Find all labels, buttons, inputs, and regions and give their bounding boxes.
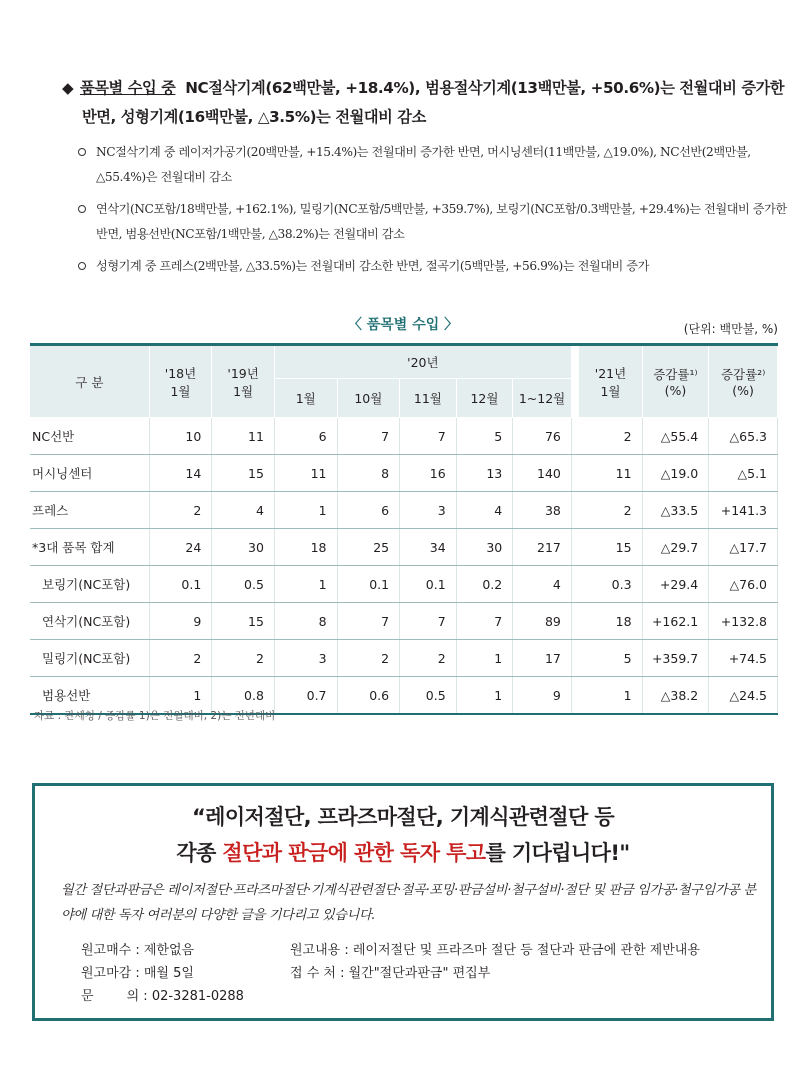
header-m10: 10월 — [337, 379, 400, 418]
headline-lead: 품목별 수입 중 — [80, 79, 176, 97]
table-cell: 3 — [400, 492, 457, 529]
table-cell: 16 — [400, 455, 457, 492]
table-cell: +29.4 — [642, 566, 709, 603]
row-label: *3대 품목 합계 — [30, 529, 149, 566]
table-cell: +74.5 — [709, 640, 778, 677]
table-cell: 76 — [513, 418, 572, 455]
table-cell: 15 — [212, 455, 275, 492]
table-cell: 0.5 — [212, 566, 275, 603]
bullet-list — [78, 140, 788, 286]
header-y20: '20년 — [274, 345, 571, 379]
table-cell: 3 — [274, 640, 337, 677]
table-cell: 7 — [400, 603, 457, 640]
table-cell: 1 — [456, 677, 513, 715]
table-cell: 7 — [337, 603, 400, 640]
table-cell: △33.5 — [642, 492, 709, 529]
table-cell: 11 — [212, 418, 275, 455]
headline-line1 — [62, 74, 786, 103]
table-cell: 7 — [400, 418, 457, 455]
table-cell: 0.8 — [212, 677, 275, 715]
table-row — [30, 529, 778, 566]
table-cell: 13 — [456, 455, 513, 492]
table-cell: 1 — [149, 677, 212, 715]
headline-line2: 반면, 성형기계(16백만불, △3.5%)는 전월대비 감소 — [82, 108, 426, 126]
gap-cell — [571, 603, 579, 640]
header-m11: 11월 — [400, 379, 457, 418]
bullet-item: 연삭기(NC포함/18백만불, +162.1%), 밀링기(NC포함/5백만불, +359.7%), 보링기(NC포함/0.3백만불, +29.4%)는 전월대비 증가한 반면, 범용선반(NC포함/1백만불, △38.2%)는 전월대비 감소 — [78, 197, 788, 247]
header-m1-12: 1~12월 — [513, 379, 572, 418]
import-table — [30, 343, 778, 715]
table-cell: 30 — [456, 529, 513, 566]
header-y19: '19년 1월 — [212, 345, 275, 418]
table-row — [30, 455, 778, 492]
table-cell: 0.1 — [149, 566, 212, 603]
circle-bullet-icon — [78, 205, 86, 213]
notice-title-line1: “레이저절단, 프라즈마절단, 기계식관련절단 등 — [191, 805, 615, 829]
table-cell: 2 — [212, 640, 275, 677]
table-cell: 18 — [579, 603, 642, 640]
row-label: 연삭기(NC포함) — [30, 603, 149, 640]
table-row — [30, 418, 778, 455]
table-cell: 5 — [456, 418, 513, 455]
table-cell: 4 — [212, 492, 275, 529]
table-cell: 1 — [274, 492, 337, 529]
table-cell: 2 — [400, 640, 457, 677]
table-row — [30, 640, 778, 677]
header-category: 구 분 — [30, 345, 149, 418]
row-label: 프레스 — [30, 492, 149, 529]
table-cell: 15 — [579, 529, 642, 566]
table-cell: 217 — [513, 529, 572, 566]
table-cell: 7 — [456, 603, 513, 640]
table-cell: +359.7 — [642, 640, 709, 677]
table-cell: 24 — [149, 529, 212, 566]
table-cell: 10 — [149, 418, 212, 455]
table-cell: △76.0 — [709, 566, 778, 603]
table-cell: 30 — [212, 529, 275, 566]
table-cell: 38 — [513, 492, 572, 529]
contribution-notice — [32, 783, 774, 1021]
table-cell: 4 — [513, 566, 572, 603]
header-gap — [571, 345, 579, 418]
table-cell: 18 — [274, 529, 337, 566]
bullet-item: 성형기계 중 프레스(2백만불, △33.5%)는 전월대비 감소한 반면, 절곡기(5백만불, +56.9%)는 전월대비 증가 — [78, 254, 788, 279]
gap-cell — [571, 566, 579, 603]
table-cell: 5 — [579, 640, 642, 677]
table-cell: 1 — [579, 677, 642, 715]
header-change-yoy: 증감률²⁾ (%) — [709, 345, 778, 418]
header-change-mom: 증감률¹⁾ (%) — [642, 345, 709, 418]
table-cell: +132.8 — [709, 603, 778, 640]
headline-line1-text: NC절삭기계(62백만불, +18.4%), 범용절삭기계(13백만불, +50.6%)는 전월대비 증가한 — [185, 79, 785, 97]
table-cell: 15 — [212, 603, 275, 640]
header-m1: 1월 — [274, 379, 337, 418]
table-title: 〈 품목별 수입 〉 — [347, 317, 459, 333]
notice-title-line2: 각종 절단과 판금에 관한 독자 투고를 기다립니다!" — [176, 841, 630, 865]
row-label: NC선반 — [30, 418, 149, 455]
table-cell: 34 — [400, 529, 457, 566]
table-cell: 2 — [149, 492, 212, 529]
table-cell: 0.5 — [400, 677, 457, 715]
row-label: 밀링기(NC포함) — [30, 640, 149, 677]
table-cell: 0.3 — [579, 566, 642, 603]
header-m12: 12월 — [456, 379, 513, 418]
row-label: 보링기(NC포함) — [30, 566, 149, 603]
table-cell: 0.7 — [274, 677, 337, 715]
table-cell: 14 — [149, 455, 212, 492]
source-note: 자료 : 관세청 / 증감률 1)은 전월대비, 2)는 전년대비 — [34, 710, 276, 722]
circle-bullet-icon — [78, 262, 86, 270]
notice-description: 월간 절단과판금은 레이저절단·프라즈마절단·기계식관련절단·절곡·포밍·판금설비·철구설비·절단 및 판금 임가공·철구임가공 분야에 대한 독자 여러분의 다양한 글을 기다리고 있습니다. — [61, 883, 756, 923]
table-cell: △29.7 — [642, 529, 709, 566]
table-cell: 1 — [456, 640, 513, 677]
notice-info-left: 원고매수 : 제한없음 원고마감 : 매월 5일 문 의 : 02-3281-0288 — [81, 939, 244, 1008]
table-row — [30, 566, 778, 603]
table-cell: 4 — [456, 492, 513, 529]
gap-cell — [571, 529, 579, 566]
table-row — [30, 603, 778, 640]
table-cell: △55.4 — [642, 418, 709, 455]
table-cell: △17.7 — [709, 529, 778, 566]
table-cell: 6 — [337, 492, 400, 529]
notice-info-right: 원고내용 : 레이저절단 및 프라즈마 절단 등 절단과 판금에 관한 제반내용 접 수 처 : 월간"절단과판금" 편집부 — [290, 943, 700, 981]
diamond-icon: ◆ — [62, 79, 74, 97]
table-cell: 8 — [337, 455, 400, 492]
bullet-item: NC절삭기계 중 레이저가공기(20백만불, +15.4%)는 전월대비 증가한 반면, 머시닝센터(11백만불, △19.0%), NC선반(2백만불, △55.4%)은 전월대비 감소 — [78, 140, 788, 190]
table-cell: 8 — [274, 603, 337, 640]
table-cell: △65.3 — [709, 418, 778, 455]
table-cell: 9 — [513, 677, 572, 715]
gap-cell — [571, 418, 579, 455]
table-cell: 6 — [274, 418, 337, 455]
table-cell: 2 — [149, 640, 212, 677]
table-cell: △24.5 — [709, 677, 778, 715]
table-cell: 0.1 — [337, 566, 400, 603]
table-cell: 2 — [579, 492, 642, 529]
table-cell: 0.1 — [400, 566, 457, 603]
table-cell: 25 — [337, 529, 400, 566]
table-unit: (단위: 백만불, %) — [683, 322, 778, 336]
gap-cell — [571, 492, 579, 529]
gap-cell — [571, 455, 579, 492]
table-cell: 2 — [337, 640, 400, 677]
table-cell: 0.6 — [337, 677, 400, 715]
table-row — [30, 492, 778, 529]
circle-bullet-icon — [78, 148, 86, 156]
headline — [62, 74, 786, 132]
table-cell: 11 — [579, 455, 642, 492]
table-cell: 2 — [579, 418, 642, 455]
table-cell: △38.2 — [642, 677, 709, 715]
table-cell: 9 — [149, 603, 212, 640]
gap-cell — [571, 677, 579, 715]
gap-cell — [571, 640, 579, 677]
row-label: 범용선반 — [30, 677, 149, 715]
table-cell: 7 — [337, 418, 400, 455]
table-cell: 89 — [513, 603, 572, 640]
table-cell: 140 — [513, 455, 572, 492]
table-cell: 17 — [513, 640, 572, 677]
table-cell: 1 — [274, 566, 337, 603]
table-cell: △19.0 — [642, 455, 709, 492]
header-y18: '18년 1월 — [149, 345, 212, 418]
table-cell: 11 — [274, 455, 337, 492]
notice-highlight: 절단과 판금에 관한 독자 투고 — [222, 841, 486, 865]
header-y21: '21년 1월 — [579, 345, 642, 418]
contact-phone: 문 의 : 02-3281-0288 — [81, 989, 244, 1004]
table-cell: 0.2 — [456, 566, 513, 603]
row-label: 머시닝센터 — [30, 455, 149, 492]
table-cell: +141.3 — [709, 492, 778, 529]
table-cell: +162.1 — [642, 603, 709, 640]
table-cell: △5.1 — [709, 455, 778, 492]
